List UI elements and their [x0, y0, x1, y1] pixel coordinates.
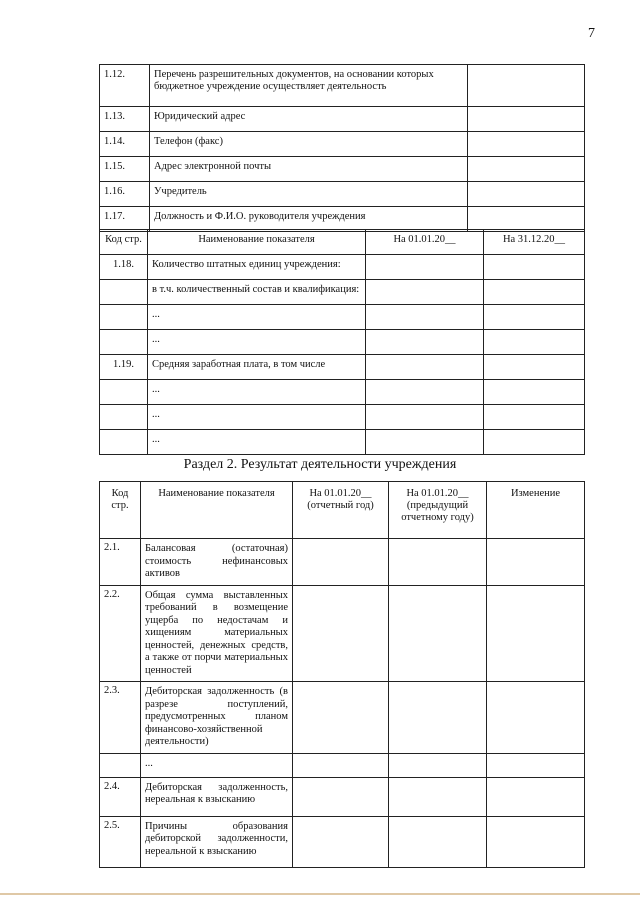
table-row — [100, 753, 585, 777]
row-code: 2.2. — [100, 585, 141, 682]
value-cell[interactable] — [389, 682, 487, 754]
row-code — [100, 280, 148, 305]
table-row — [100, 405, 585, 430]
value-cell[interactable] — [487, 585, 585, 682]
row-code: 2.5. — [100, 816, 141, 867]
row-label: Юридический адрес — [150, 107, 468, 132]
column-header: На 01.01.20__ (предыдущий отчетному году) — [389, 482, 487, 539]
value-cell[interactable] — [484, 355, 585, 380]
row-code: 1.14. — [100, 132, 150, 157]
row-label: в т.ч. количественный состав и квалификация: — [148, 280, 366, 305]
row-label: Дебиторская задолженность, нереальная к взысканию — [141, 777, 293, 816]
column-header: На 01.01.20__ (отчетный год) — [293, 482, 389, 539]
value-cell[interactable] — [389, 753, 487, 777]
value-cell[interactable] — [366, 280, 484, 305]
value-cell[interactable] — [487, 682, 585, 754]
table-row — [100, 107, 585, 132]
value-cell[interactable] — [487, 753, 585, 777]
column-header: Код стр. — [100, 230, 148, 255]
value-cell[interactable] — [484, 255, 585, 280]
row-label: Причины образования дебиторской задолженности, нереальной к взысканию — [141, 816, 293, 867]
value-cell[interactable] — [366, 330, 484, 355]
value-cell[interactable] — [487, 816, 585, 867]
row-label: Телефон (факс) — [150, 132, 468, 157]
table-row — [100, 380, 585, 405]
table-row — [100, 777, 585, 816]
row-code — [100, 305, 148, 330]
row-label: Учредитель — [150, 182, 468, 207]
value-cell[interactable] — [468, 132, 585, 157]
row-code — [100, 330, 148, 355]
section-title: Раздел 2. Результат деятельности учреждения — [183, 457, 457, 472]
value-cell[interactable] — [484, 430, 585, 455]
value-cell[interactable] — [389, 816, 487, 867]
row-label: Средняя заработная плата, в том числе — [148, 355, 366, 380]
value-cell[interactable] — [484, 405, 585, 430]
table-row — [100, 157, 585, 182]
column-header: Изменение — [487, 482, 585, 539]
row-code: 2.4. — [100, 777, 141, 816]
table-header-row — [100, 482, 585, 539]
value-cell[interactable] — [487, 539, 585, 586]
column-header: Наименование показателя — [141, 482, 293, 539]
row-code: 2.1. — [100, 539, 141, 586]
value-cell[interactable] — [293, 816, 389, 867]
row-label: ... — [141, 753, 293, 777]
row-code: 1.16. — [100, 182, 150, 207]
row-label: ... — [148, 430, 366, 455]
value-cell[interactable] — [366, 255, 484, 280]
value-cell[interactable] — [389, 539, 487, 586]
table-row — [100, 65, 585, 107]
value-cell[interactable] — [366, 430, 484, 455]
value-cell[interactable] — [468, 107, 585, 132]
row-code — [100, 405, 148, 430]
staffing-table — [99, 229, 585, 455]
row-code: 1.12. — [100, 65, 150, 107]
table-row — [100, 682, 585, 754]
row-label: Должность и Ф.И.О. руководителя учреждения — [150, 207, 468, 232]
row-code: 1.13. — [100, 107, 150, 132]
table-row — [100, 280, 585, 305]
column-header: На 31.12.20__ — [484, 230, 585, 255]
table-row — [100, 539, 585, 586]
value-cell[interactable] — [366, 305, 484, 330]
row-label: ... — [148, 380, 366, 405]
row-code: 2.3. — [100, 682, 141, 754]
row-code — [100, 753, 141, 777]
table-row — [100, 816, 585, 867]
value-cell[interactable] — [389, 585, 487, 682]
table-row — [100, 305, 585, 330]
value-cell[interactable] — [366, 405, 484, 430]
row-label: ... — [148, 305, 366, 330]
table-row — [100, 585, 585, 682]
column-header: Наименование показателя — [148, 230, 366, 255]
value-cell[interactable] — [293, 777, 389, 816]
table-row — [100, 207, 585, 232]
value-cell[interactable] — [468, 207, 585, 232]
value-cell[interactable] — [484, 305, 585, 330]
row-label: Количество штатных единиц учреждения: — [148, 255, 366, 280]
row-code — [100, 380, 148, 405]
row-code: 1.18. — [100, 255, 148, 280]
table-row — [100, 132, 585, 157]
value-cell[interactable] — [484, 380, 585, 405]
row-label: Дебиторская задолженность (в разрезе поступлений, предусмотренных планом финансово-хозяйственной деятельности) — [141, 682, 293, 754]
value-cell[interactable] — [484, 330, 585, 355]
row-label: Перечень разрешительных документов, на основании которых бюджетное учреждение осуществляет деятельность — [150, 65, 468, 107]
row-code — [100, 430, 148, 455]
row-code: 1.19. — [100, 355, 148, 380]
value-cell[interactable] — [389, 777, 487, 816]
value-cell[interactable] — [468, 182, 585, 207]
value-cell[interactable] — [487, 777, 585, 816]
value-cell[interactable] — [468, 65, 585, 107]
value-cell[interactable] — [293, 682, 389, 754]
results-table — [99, 481, 585, 868]
row-code: 1.17. — [100, 207, 150, 232]
table-row — [100, 182, 585, 207]
table-row — [100, 355, 585, 380]
table-header-row — [100, 230, 585, 255]
value-cell[interactable] — [468, 157, 585, 182]
table-row — [100, 255, 585, 280]
value-cell[interactable] — [293, 539, 389, 586]
value-cell[interactable] — [484, 280, 585, 305]
row-label: ... — [148, 330, 366, 355]
table-row — [100, 330, 585, 355]
value-cell[interactable] — [293, 753, 389, 777]
institution-info-table — [99, 64, 585, 232]
row-code: 1.15. — [100, 157, 150, 182]
value-cell[interactable] — [366, 380, 484, 405]
page-number: 7 — [588, 26, 595, 41]
row-label: Адрес электронной почты — [150, 157, 468, 182]
table-row — [100, 430, 585, 455]
column-header: Код стр. — [100, 482, 141, 539]
footer-divider — [0, 893, 640, 895]
value-cell[interactable] — [293, 585, 389, 682]
row-label: ... — [148, 405, 366, 430]
row-label: Общая сумма выставленных требований в возмещение ущерба по недостачам и хищениям материальных ценностей, денежных средств, а также от порчи материальных ценностей — [141, 585, 293, 682]
row-label: Балансовая (остаточная) стоимость нефинансовых активов — [141, 539, 293, 586]
column-header: На 01.01.20__ — [366, 230, 484, 255]
value-cell[interactable] — [366, 355, 484, 380]
